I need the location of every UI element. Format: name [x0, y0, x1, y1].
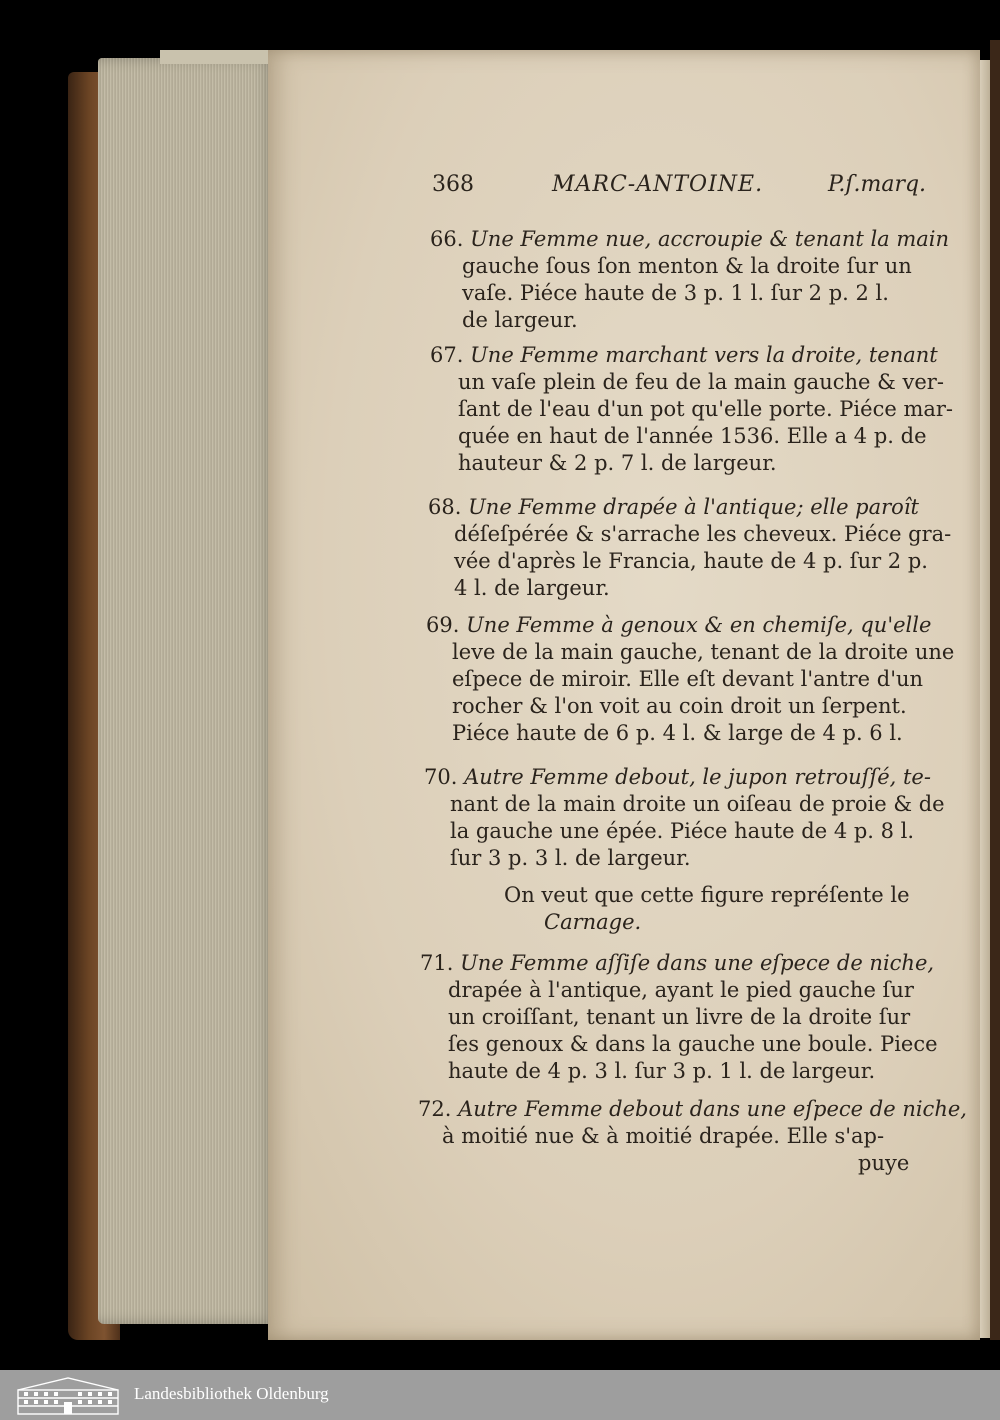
entry-number: 68.	[428, 495, 462, 519]
note-line: On veut que cette figure repréſente le	[504, 883, 910, 907]
entry-line: Une Femme marchant vers la droite, tenant	[470, 343, 938, 367]
entry-line: Piéce haute de 6 p. 4 l. & large de 4 p. 6 l.	[452, 721, 903, 745]
entry-line: nant de la main droite un oiſeau de proie & de	[450, 792, 945, 816]
page-number: 368	[432, 172, 474, 197]
entry-number: 66.	[430, 227, 464, 251]
entry-number: 67.	[430, 343, 464, 367]
entry-line: Une Femme à genoux & en chemiſe, qu'elle	[466, 613, 932, 637]
entry-number: 72.	[418, 1097, 452, 1121]
entry-line: Une Femme drapée à l'antique; elle paroît	[468, 495, 919, 519]
entry-line: de largeur.	[462, 308, 578, 332]
entry-line: rocher & l'on voit au coin droit un ſerpent.	[452, 694, 907, 718]
entry-number: 70.	[424, 765, 458, 789]
running-head	[432, 172, 932, 202]
entry-line: quée en haut de l'année 1536. Elle a 4 p. de	[458, 424, 927, 448]
entry-line: Une Femme nue, accroupie & tenant la main	[470, 227, 950, 251]
entry-line: un croiſſant, tenant un livre de la droite ſur	[448, 1005, 911, 1029]
page-edges-stack	[98, 58, 276, 1324]
library-name: Landesbibliothek Oldenburg	[134, 1384, 329, 1403]
running-title: MARC-ANTOINE.	[552, 172, 764, 197]
entry-line: Autre Femme debout, le jupon retrouſſé, te-	[464, 765, 931, 789]
entry-line: vée d'après le Francia, haute de 4 p. ſur 2 p.	[454, 549, 928, 573]
entry-line: à moitié nue & à moitié drapée. Elle s'ap-	[442, 1124, 885, 1148]
entry-line: un vaſe plein de feu de la main gauche & ver-	[458, 370, 944, 394]
entry-line: eſpece de miroir. Elle eſt devant l'antre d'un	[452, 667, 924, 691]
entry-line: gauche ſous ſon menton & la droite ſur un	[462, 254, 912, 278]
entry-line: leve de la main gauche, tenant de la droite une	[452, 640, 955, 664]
entry-line: drapée à l'antique, ayant le pied gauche ſur	[448, 978, 914, 1002]
page-edges-top	[160, 50, 280, 64]
book-cover-right	[990, 40, 1000, 1340]
entry-line: ſant de l'eau d'un pot qu'elle porte. Piéce mar-	[458, 397, 954, 421]
entry-number: 71.	[420, 951, 454, 975]
entry-number: 69.	[426, 613, 460, 637]
library-building-logo	[14, 1376, 122, 1416]
entry-line: 4 l. de largeur.	[454, 576, 610, 600]
entry-line: la gauche une épée. Piéce haute de 4 p. 8 l.	[450, 819, 915, 843]
entry-line: Autre Femme debout dans une eſpece de niche,	[458, 1097, 967, 1121]
entry-line: vaſe. Piéce haute de 3 p. 1 l. ſur 2 p. 2 l.	[462, 281, 889, 305]
note-line: Carnage.	[544, 910, 642, 934]
entry-line: déſeſpérée & s'arrache les cheveux. Piéce gra-	[454, 522, 952, 546]
running-subtitle: P.ſ.marq.	[828, 172, 927, 197]
catchword: puye	[858, 1151, 910, 1175]
entry-line: Une Femme aſſiſe dans une eſpece de niche,	[460, 951, 935, 975]
entry-line: ſes genoux & dans la gauche une boule. Piece	[448, 1032, 938, 1056]
entry-line: haute de 4 p. 3 l. ſur 3 p. 1 l. de largeur.	[448, 1059, 876, 1083]
footer-bar	[0, 1370, 1000, 1420]
entry-line: hauteur & 2 p. 7 l. de largeur.	[458, 451, 777, 475]
entry-line: ſur 3 p. 3 l. de largeur.	[450, 846, 691, 870]
